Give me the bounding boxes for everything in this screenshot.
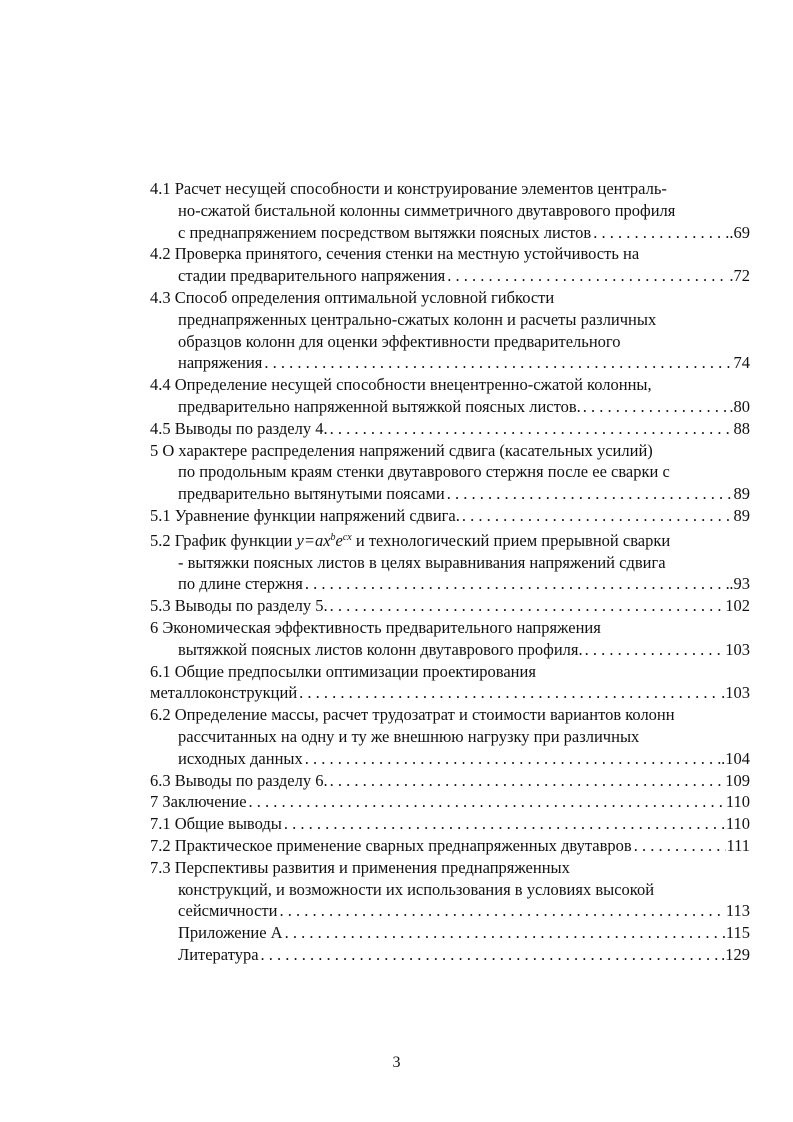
toc-line bbox=[150, 639, 750, 661]
toc-line: 4.1 Расчет несущей способности и конструирование элементов централь- bbox=[150, 179, 667, 198]
toc-line: 4.4 Определение несущей способности внецентренно-сжатой колонны, bbox=[150, 375, 652, 395]
toc-entry-title: 7.1 Общие выводы bbox=[150, 814, 282, 834]
toc-entry-title: 6.3 Выводы по разделу 6. bbox=[150, 770, 328, 790]
dot-leader bbox=[328, 770, 726, 792]
dot-leader bbox=[328, 595, 726, 617]
dot-leader bbox=[283, 922, 726, 944]
toc-entry-6-3 bbox=[150, 770, 750, 792]
toc-entry-title: 4.5 Выводы по разделу 4. bbox=[150, 418, 328, 438]
toc-line: 4.2 Проверка принятого, сечения стенки на местную устойчивость на bbox=[150, 244, 640, 264]
dot-leader bbox=[445, 265, 729, 287]
toc-entry-title: вытяжкой поясных листов колонн двутаврового профиля. bbox=[178, 639, 583, 659]
toc-entry-literature bbox=[150, 944, 750, 966]
toc-page-number: .104 bbox=[721, 748, 750, 768]
toc-entry-7 bbox=[150, 791, 750, 813]
dot-leader bbox=[445, 483, 734, 505]
dot-leader bbox=[297, 682, 721, 704]
toc-page-number: 110 bbox=[725, 814, 750, 834]
toc-entry-suffix: и технологический прием прерывной сварки bbox=[351, 530, 671, 550]
toc-entry-title: 5.3 Выводы по разделу 5. bbox=[150, 596, 328, 616]
toc-line bbox=[150, 748, 750, 770]
toc-entry-4-1 bbox=[150, 178, 750, 243]
toc-entry-appendix bbox=[150, 922, 750, 944]
toc-line: 5 О характере распределения напряжений сдвига (касательных усилий) bbox=[150, 440, 653, 460]
toc-page-number: 103 bbox=[725, 639, 750, 659]
toc-line: образцов колонн для оценки эффективности предварительного bbox=[178, 331, 621, 351]
toc-entry-title: с преднапряжением посредством вытяжки поясных листов bbox=[178, 222, 592, 242]
page-number: 3 bbox=[392, 1054, 401, 1071]
toc-entry-title: 7 Заключение bbox=[150, 792, 247, 812]
dot-leader bbox=[303, 573, 730, 595]
toc-line: 6.1 Общие предпосылки оптимизации проектирования bbox=[150, 661, 536, 681]
toc-entry-7-2 bbox=[150, 835, 750, 857]
toc-line bbox=[150, 900, 750, 922]
function-formula bbox=[296, 531, 351, 550]
dot-leader bbox=[277, 900, 725, 922]
toc-entry-title: Литература bbox=[178, 944, 259, 964]
dot-leader bbox=[259, 944, 722, 966]
toc-line: преднапряженных центрально-сжатых колонн и расчеты различных bbox=[178, 309, 657, 329]
dot-leader bbox=[583, 639, 726, 661]
toc-entry-4-5 bbox=[150, 418, 750, 440]
toc-entry-4-3 bbox=[150, 287, 750, 374]
toc-line: конструкций, и возможности их использования в условиях высокой bbox=[178, 879, 655, 899]
formula-b: b bbox=[330, 531, 336, 543]
toc-line bbox=[150, 682, 750, 704]
toc-page-number: .80 bbox=[729, 396, 750, 416]
toc-entry-6-1 bbox=[150, 661, 750, 705]
toc-entry-title: напряжения bbox=[178, 353, 263, 373]
toc-entry-6 bbox=[150, 617, 750, 661]
toc-line: 6.2 Определение массы, расчет трудозатрат и стоимости вариантов колонн bbox=[150, 705, 675, 725]
toc-page-number: 74 bbox=[733, 353, 750, 373]
toc-entry-title: 7.2 Практическое применение сварных преднапряженных двутавров bbox=[150, 835, 632, 855]
toc-line: 6 Экономическая эффективность предварительного напряжения bbox=[150, 617, 601, 637]
toc-page-number: 115 bbox=[725, 923, 750, 943]
toc-page-number: 89 bbox=[733, 505, 750, 525]
toc-page-number: .103 bbox=[721, 683, 750, 703]
toc-entry-title: 5.1 Уравнение функции напряжений сдвига. bbox=[150, 505, 460, 525]
toc-page-number: .129 bbox=[721, 944, 750, 964]
toc-page-number: 109 bbox=[725, 770, 750, 790]
toc-entry-title: предварительно вытянутыми поясами bbox=[178, 484, 445, 504]
toc-line bbox=[150, 483, 750, 505]
toc-page-number: 111 bbox=[726, 835, 750, 855]
toc-entry-title: сейсмичности bbox=[178, 901, 278, 921]
toc-page-number: 102 bbox=[725, 596, 750, 616]
toc-entry-7-3 bbox=[150, 857, 750, 922]
toc-entry-title: исходных данных bbox=[178, 748, 303, 768]
toc-line bbox=[150, 396, 750, 418]
toc-line: - вытяжки поясных листов в целях выравнивания напряжений сдвига bbox=[178, 552, 666, 572]
toc-entry-4-4 bbox=[150, 374, 750, 418]
dot-leader bbox=[247, 791, 726, 813]
toc-entry-5 bbox=[150, 440, 750, 505]
toc-page-number: .93 bbox=[729, 574, 750, 594]
toc-entry-6-2 bbox=[150, 704, 750, 769]
toc-line: по продольным краям стенки двутаврового стержня после ее сварки с bbox=[178, 462, 670, 482]
dot-leader bbox=[303, 748, 721, 770]
toc-entry-5-1 bbox=[150, 505, 750, 527]
toc-page-number: .72 bbox=[729, 266, 750, 286]
toc-entry-7-1 bbox=[150, 813, 750, 835]
toc-line bbox=[150, 222, 750, 244]
toc-entry-title: по длине стержня bbox=[178, 574, 303, 594]
dot-leader bbox=[328, 418, 734, 440]
toc-line bbox=[150, 527, 750, 552]
toc-entry-prefix: 5.2 График функции bbox=[150, 530, 297, 550]
formula-ax: ax bbox=[314, 530, 331, 550]
toc-line: рассчитанных на одну и ту же внешнюю нагрузку при различных bbox=[178, 726, 640, 746]
toc-line: 7.3 Перспективы развития и применения преднапряженных bbox=[150, 857, 570, 877]
toc-line bbox=[150, 573, 750, 595]
toc-line: но-сжатой бистальной колонны симметричного двутаврового профиля bbox=[178, 200, 676, 220]
toc-entry-title: металлоконструкций bbox=[150, 683, 298, 703]
toc-page-number: 110 bbox=[725, 792, 750, 812]
toc-entry-5-2 bbox=[150, 527, 750, 595]
toc-page-number: 113 bbox=[725, 901, 750, 921]
dot-leader bbox=[581, 396, 730, 418]
table-of-contents bbox=[150, 178, 750, 966]
toc-entry-title: стадии предварительного напряжения bbox=[178, 266, 446, 286]
toc-entry-title: предварительно напряженной вытяжкой поясных листов. bbox=[178, 396, 581, 416]
toc-line bbox=[150, 352, 750, 374]
toc-page-number: 89 bbox=[733, 484, 750, 504]
formula-e: e bbox=[335, 530, 343, 550]
dot-leader bbox=[460, 505, 734, 527]
formula-cx: cx bbox=[342, 531, 352, 543]
toc-line: 4.3 Способ определения оптимальной условной гибкости bbox=[150, 287, 555, 307]
toc-line bbox=[150, 265, 750, 287]
formula-y: y bbox=[296, 530, 304, 550]
dot-leader bbox=[262, 352, 733, 374]
formula-eq: = bbox=[303, 530, 315, 550]
toc-entry-5-3 bbox=[150, 595, 750, 617]
toc-page-number: .69 bbox=[729, 222, 750, 242]
toc-page-number: 88 bbox=[733, 418, 750, 438]
dot-leader bbox=[632, 835, 727, 857]
dot-leader bbox=[282, 813, 726, 835]
toc-entry-4-2 bbox=[150, 243, 750, 287]
toc-entry-title: Приложение А bbox=[178, 923, 283, 943]
dot-leader bbox=[591, 222, 729, 244]
